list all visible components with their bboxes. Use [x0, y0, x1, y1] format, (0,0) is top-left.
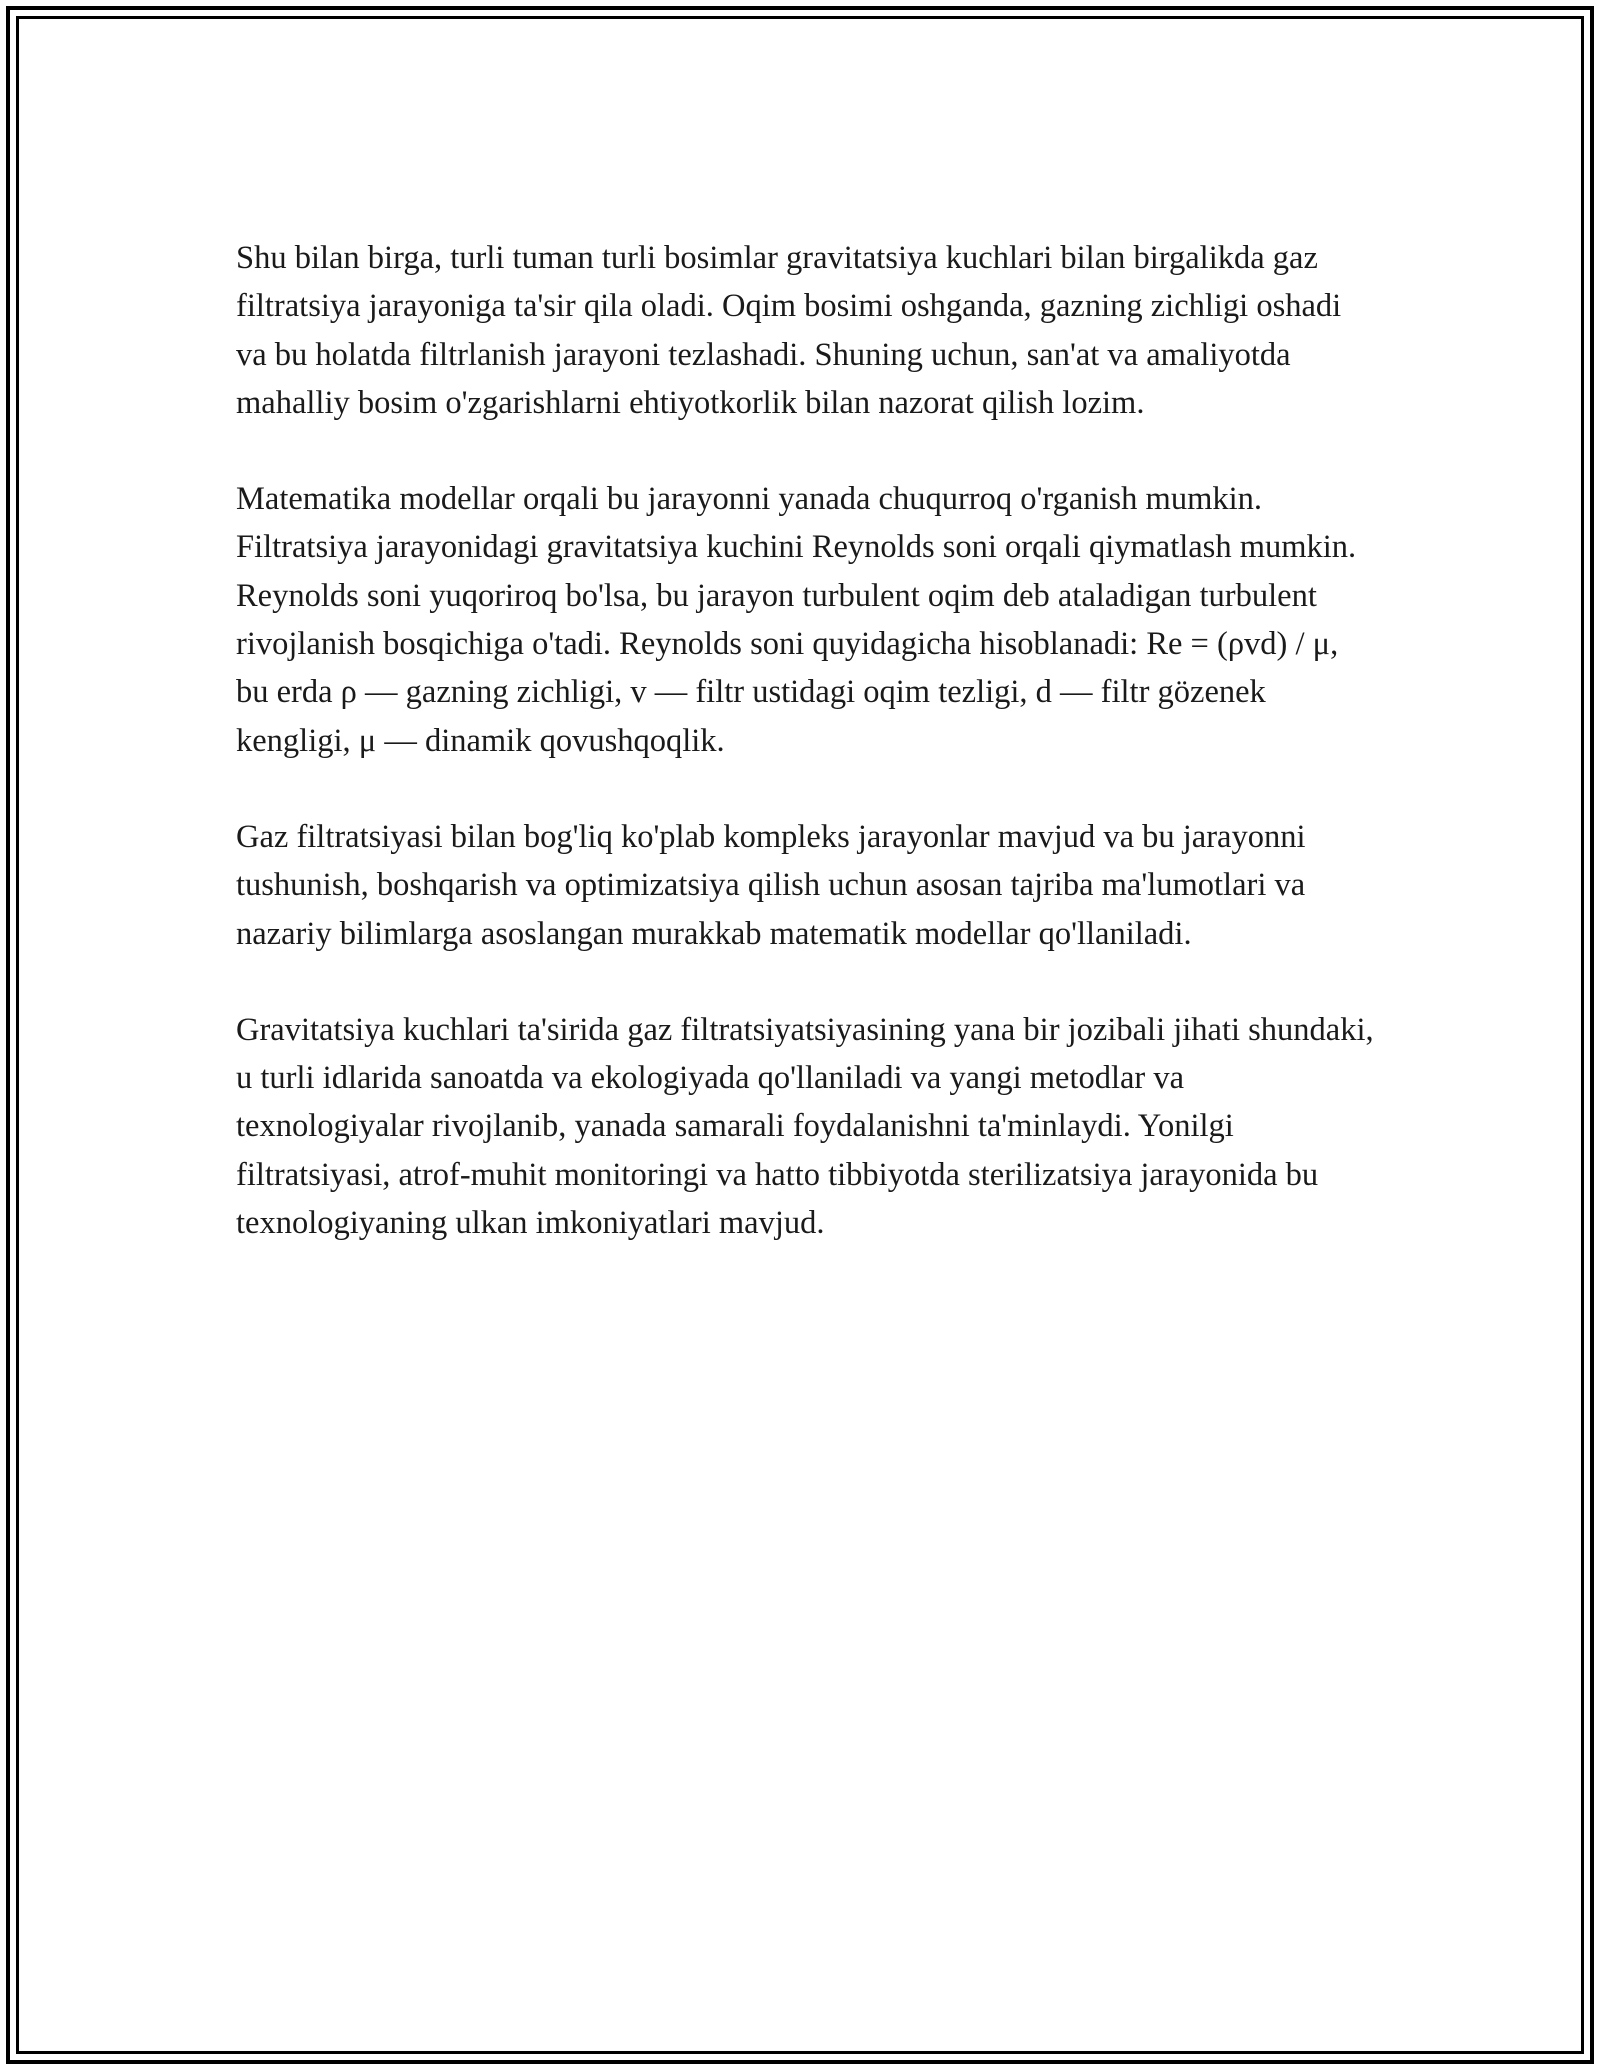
paragraph-3: Gaz filtratsiyasi bilan bog'liq ko'plab kompleks jarayonlar mavjud va bu jarayonni tushunish, boshqarish va optimizatsiya qilish uchun asosan tajriba ma'lumotlari va nazariy bilimlarga asoslangan murakkab matematik modellar qo'llaniladi. [236, 818, 1306, 952]
paragraph-4: Gravitatsiya kuchlari ta'sirida gaz filtratsiyatsiyasining yana bir jozibali jihati shundaki, u turli idlarida sanoatda va ekologiyada qo'llaniladi va yangi metodlar va texnologiyalar rivojlanib, yanada samarali foydalanishni ta'minlaydi. Yonilgi filtratsiyasi, atrof-muhit monitoringi va hatto tibbiyotda sterilizatsiya jarayonida bu texnologiyaning ulkan imkoniyatlari mavjud. [236, 1011, 1374, 1242]
paragraph-2: Matematika modellar orqali bu jarayonni yanada chuqurroq o'rganish mumkin. Filtratsiya jarayonidagi gravitatsiya kuchini Reynolds soni orqali qiymatlash mumkin. Reynolds soni yuqoriroq bo'lsa, bu jarayon turbulent oqim deb ataladigan turbulent rivojlanish bosqichiga o'tadi. Reynolds soni quyidagicha hisoblanadi: Re = (ρvd) / μ, bu erda ρ — gazning zichligi, v — filtr ustidagi oqim tezligi, d — filtr gözenek kengligi, μ — dinamik qovushqoqlik. [236, 481, 1357, 759]
document-body [236, 234, 1374, 1295]
paragraph-1: Shu bilan birga, turli tuman turli bosimlar gravitatsiya kuchlari bilan birgalikda gaz filtratsiya jarayoniga ta'sir qila oladi. Oqim bosimi oshganda, gazning zichligi oshadi va bu holatda filtrlanish jarayoni tezlashadi. Shuning uchun, san'at va amaliyotda mahalliy bosim o'zgarishlarni ehtiyotkorlik bilan nazorat qilish lozim. [236, 240, 1342, 421]
